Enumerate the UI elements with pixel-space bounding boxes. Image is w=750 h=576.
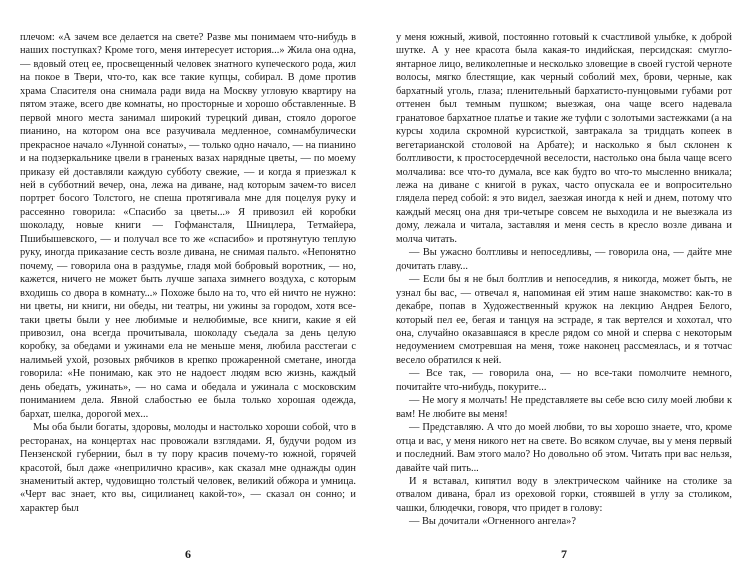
paragraph: — Вы ужасно болтливы и непоседливы, — говорила она, — дайте мне дочитать главу... — [396, 247, 732, 272]
paragraph: — Все так, — говорила она, — но все-таки помолчите немного, почитайте что-нибудь, покурите... — [396, 368, 732, 393]
left-page — [20, 31, 356, 536]
paragraph: — Не могу я молчать! Не представляете вы себе всю силу моей любви к вам! Не любите вы меня! — [396, 395, 732, 420]
paragraph: у меня южный, живой, постоянно готовый к счастливой улыбке, к доброй шутке. А у нее красота была какая-то индийская, персидская: смугло-янтарное лицо, великолепные и несколько зловещие в своей густой черноте волосы, мягко блестящие, как черный соболий мех, брови, черные, как бархатный уголь, глаза; пленительный бархатисто-пунцовыми губами рот оттенен был темным пушком; выезжая, она чаще всего надевала гранатовое бархатное платье и такие же туфли с золотыми застежками (а на курсы ходила скромной курсисткой, завтракала за тридцать копеек в вегетарианской столовой на Арбате); и насколько я был склонен к болтливости, к простосердечной веселости, настолько она была чаще всего молчалива: все что-то думала, все как будто во что-то мысленно вникала; лежа на диване с книгой в руках, часто опускала ее и вопросительно глядела перед собой: я это видел, заезжая иногда к ней и днем, потому что каждый месяц она дня три-четыре совсем не выходила и не выезжала из дому, лежала и читала, заставляя и меня сесть в кресло возле дивана и молча читать. — [396, 32, 732, 245]
left-page-text — [20, 31, 356, 536]
right-page — [396, 31, 732, 536]
paragraph: И я вставал, кипятил воду в электрическом чайнике на столике за отвалом дивана, брал из ореховой горки, стоявшей в углу за столиком, чашки, блюдечки, говоря, что придет в голову: — [396, 475, 732, 514]
page-number-left: 6 — [185, 547, 191, 561]
paragraph: — Представляю. А что до моей любви, то вы хорошо знаете, что, кроме отца и вас, у меня никого нет на свете. Во всяком случае, вы у меня первый и последний. Вам этого мало? Но довольно об этом. Читать при вас нельзя, давайте чай пить... — [396, 422, 732, 474]
paragraph: — Если бы я не был болтлив и непоседлив, я никогда, может быть, не узнал бы вас, — отвечал я, напоминая ей этим наше знакомство: как-то в декабре, попав в Художественный кружок на лекцию Андрея Белого, который пел ее, бегая и танцуя на эстраде, я так вертелся и хохотал, что она, случайно оказавшаяся в кресле рядом со мной и сперва с некоторым недоумением смотревшая на меня, тоже наконец рассмеялась, и я тотчас весело обратился к ней. — [396, 274, 732, 366]
paragraph: Мы оба были богаты, здоровы, молоды и настолько хороши собой, что в ресторанах, на концертах нас провожали взглядами. Я, будучи родом из Пензенской губернии, был в ту пору красив почему-то южной, горячей красотой, был даже «неприлично красив», как сказал мне однажды один знаменитый актер, чудовищно толстый человек, великий обжора и умница. «Черт вас знает, кто вы, сицилианец какой-то», — сказал он сонно; и характер был — [20, 422, 356, 514]
page-number-right: 7 — [561, 547, 567, 561]
right-page-text — [396, 31, 732, 536]
paragraph: плечом: «А зачем все делается на свете? Разве мы понимаем что-нибудь в наших поступках? Кроме того, меня интересует история...» Жила она одна, — вдовый отец ее, просвещенный человек знатного купеческого рода, жил на покое в Твери, что-то, как все такие купцы, собирал. В доме против храма Спасителя она снимала ради вида на Москву угловую квартиру на пятом этаже, всего две комнаты, но просторные и хорошо обставленные. В первой много места занимал широкий турецкий диван, стояло дорогое пианино, на котором она все разучивала медленное, сомнамбулически прекрасное начало «Лунной сонаты», — только одно начало, — на пианино и на подзеркальнике цвели в граненых вазах нарядные цветы, — по моему приказу ей доставляли каждую субботу свежие, — и когда я приезжал к ней в субботний вечер, она, лежа на диване, над которым зачем-то висел портрет босого Толстого, не спеша протягивала мне для поцелуя руку и рассеянно говорила: «Спасибо за цветы...» Я привозил ей коробки шоколаду, новые книги — Гофмансталя, Шницлера, Тетмайера, Пшибышевского, — и получал все то же «спасибо» и протянутую теплую руку, иногда приказание сесть возле дивана, не снимая пальто. «Непонятно почему, — говорила она в раздумье, гладя мой бобровый воротник, — но, кажется, ничего не может быть лучше запаха зимнего воздуха, с которым входишь со двора в комнату...» Похоже было на то, что ей ничто не нужно: ни цветы, ни книги, ни обеды, ни театры, ни ужины за городом, хотя все-таки цветы были у нее любимые и нелюбимые, все книги, какие я ей привозил, она всегда прочитывала, шоколаду съедала за день целую коробку, за обедами и ужинами ела не меньше меня, любила расстегаи с налимьей ухой, розовых рябчиков в крепко прожаренной сметане, иногда говорила: «Не понимаю, как это не надоест людям всю жизнь, каждый день обедать, ужинать», — но сама и обедала и ужинала с московским пониманием дела. Явной слабостью ее была только хорошая одежда, бархат, шелка, дорогой мех... — [20, 32, 356, 420]
paragraph: — Вы дочитали «Огненного ангела»? — [409, 516, 576, 528]
